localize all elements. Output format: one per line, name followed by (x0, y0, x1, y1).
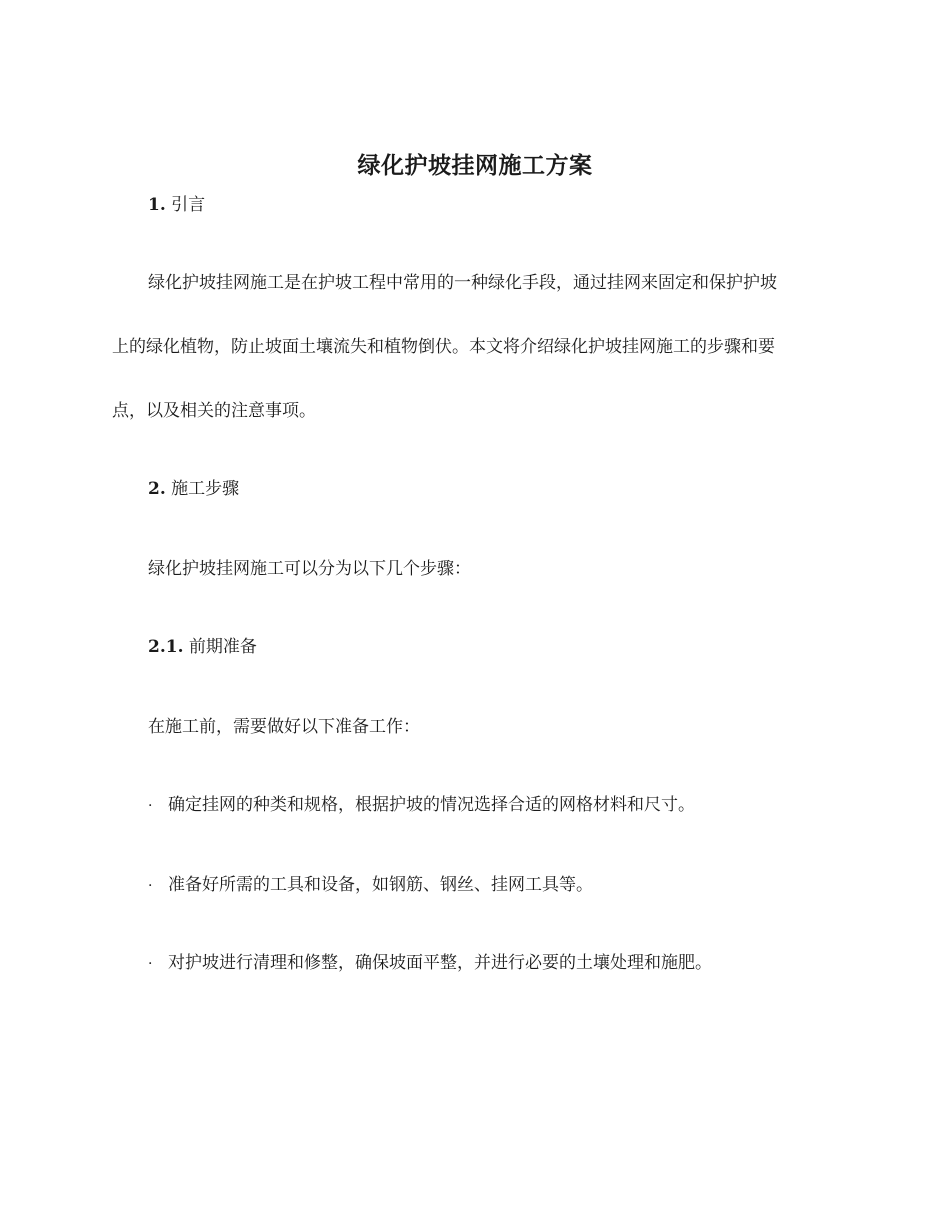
section-heading-text: 施工步骤 (171, 479, 240, 499)
section-heading-intro (148, 192, 205, 218)
list-item-text: 对护坡进行清理和修整，确保坡面平整，并进行必要的土壤处理和施肥。 (168, 953, 712, 973)
section-heading-text: 引言 (171, 195, 206, 215)
list-item (148, 950, 712, 977)
section-number: 1. (148, 195, 166, 215)
section-heading-steps (148, 476, 239, 502)
section-heading-prep (148, 634, 257, 660)
list-item (148, 872, 593, 899)
paragraph-line: 绿化护坡挂网施工可以分为以下几个步骤： (148, 559, 471, 579)
paragraph-line: 点，以及相关的注意事项。 (112, 401, 316, 421)
paragraph-line: 绿化护坡挂网施工是在护坡工程中常用的一种绿化手段，通过挂网来固定和保护护坡 (148, 273, 777, 293)
list-item-text: 准备好所需的工具和设备，如钢筋、钢丝、挂网工具等。 (168, 875, 593, 895)
section-number: 2.1. (148, 637, 184, 657)
section-heading-text: 前期准备 (188, 637, 257, 657)
paragraph-line: 上的绿化植物，防止坡面土壤流失和植物倒伏。本文将介绍绿化护坡挂网施工的步骤和要 (112, 337, 775, 357)
paragraph-line: 在施工前，需要做好以下准备工作： (148, 717, 420, 737)
bullet-icon: · (148, 956, 153, 972)
bullet-icon: · (148, 798, 153, 814)
document-title: 绿化护坡挂网施工方案 (357, 152, 593, 179)
bullet-icon: · (148, 878, 153, 894)
section-number: 2. (148, 479, 166, 499)
list-item (148, 792, 695, 819)
list-item-text: 确定挂网的种类和规格，根据护坡的情况选择合适的网格材料和尺寸。 (168, 795, 695, 815)
